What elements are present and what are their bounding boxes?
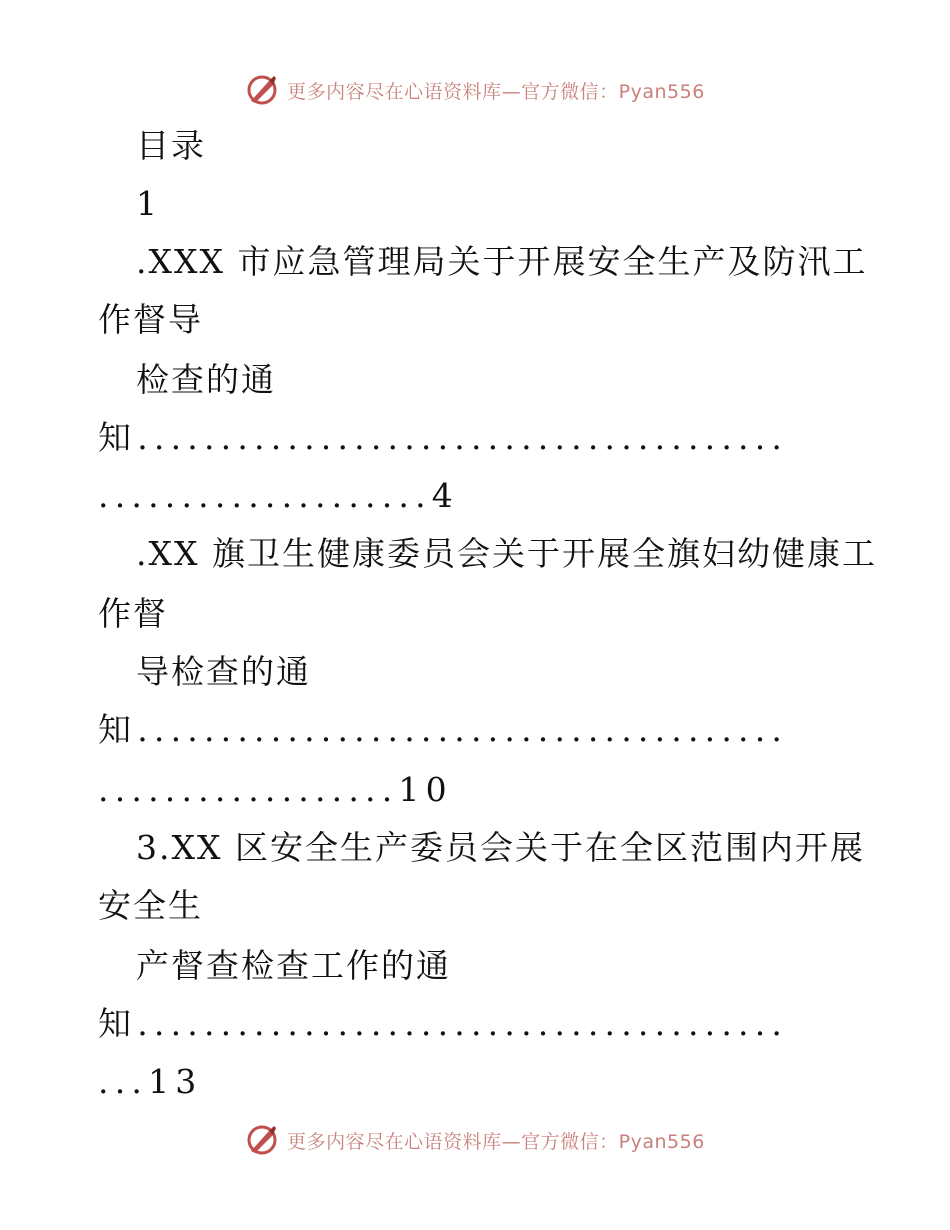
toc-entry-2-leader: 知.......................................	[98, 710, 789, 749]
toc-entry-2-title-cont: 导检查的通	[136, 652, 311, 691]
watermark-banner-bottom	[0, 1118, 950, 1162]
toc-entry-3-title: 3.XX 区安全生产委员会关于在全区范围内开展	[136, 828, 865, 867]
toc-entry-1-title: .XXX 市应急管理局关于开展安全生产及防汛工	[136, 242, 868, 281]
watermark-text: 更多内容尽在心语资料库—官方微信：Pyan556	[287, 80, 705, 103]
pen-logo-icon	[245, 73, 279, 107]
toc-entry-1-leader: 知.......................................	[98, 418, 789, 457]
toc-entry-3-page: ...13	[98, 1062, 203, 1101]
pen-logo-icon	[245, 1123, 279, 1157]
toc-entry-1-title-cont: 作督导	[98, 300, 203, 339]
watermark-text: 更多内容尽在心语资料库—官方微信：Pyan556	[287, 1130, 705, 1153]
toc-entry-1-page: ....................4	[98, 476, 459, 515]
toc-entry-3-leader: 知.......................................	[98, 1004, 789, 1043]
toc-number: 1	[136, 184, 159, 223]
toc-entry-2-title-cont: 作督	[98, 594, 168, 633]
toc-entry-2-title: .XX 旗卫生健康委员会关于开展全旗妇幼健康工	[136, 534, 877, 573]
toc-entry-2-page: ..................10	[98, 770, 453, 809]
toc-entry-3-title-cont: 产督查检查工作的通	[136, 946, 451, 985]
toc-heading: 目录	[136, 126, 206, 165]
toc-entry-1-title-cont: 检查的通	[136, 360, 276, 399]
watermark-banner-top	[0, 68, 950, 112]
toc-entry-3-title-cont: 安全生	[98, 886, 203, 925]
